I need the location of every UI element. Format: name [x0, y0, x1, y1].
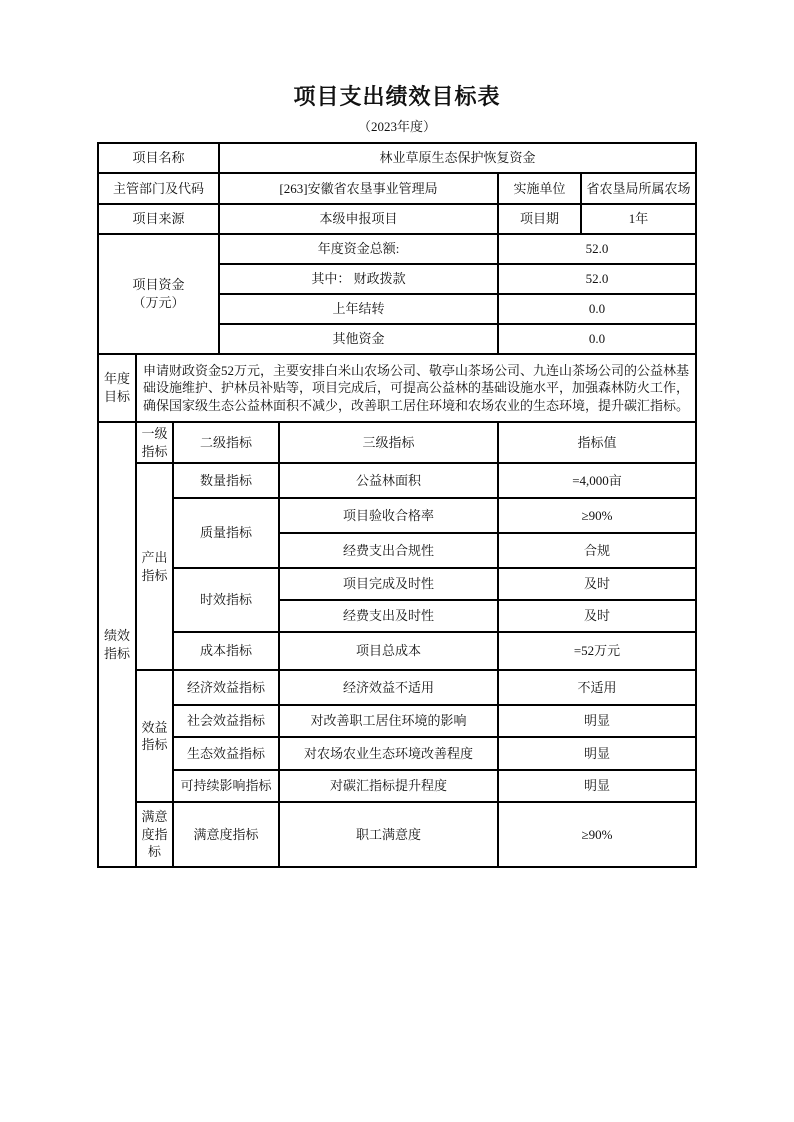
indicator-row	[98, 670, 696, 705]
level1-benefit: 效益指标	[136, 670, 173, 802]
level2-social: 社会效益指标	[173, 705, 279, 737]
indicator-row	[98, 463, 696, 498]
level2-quality: 质量指标	[173, 498, 279, 568]
implement-unit-value: 省农垦局所属农场	[581, 173, 696, 204]
row-indicator-header	[98, 422, 696, 463]
indicator-value: 明显	[498, 705, 696, 737]
level2-satisfaction: 满意度指标	[173, 802, 279, 867]
level3-cell: 对碳汇指标提升程度	[279, 770, 498, 802]
level2-timeliness: 时效指标	[173, 568, 279, 632]
header-level3: 三级指标	[279, 422, 498, 463]
indicator-value: 明显	[498, 770, 696, 802]
project-funds-label	[98, 234, 219, 354]
project-name-label: 项目名称	[98, 143, 219, 173]
header-level2: 二级指标	[173, 422, 279, 463]
indicator-value: 合规	[498, 533, 696, 568]
level2-ecological: 生态效益指标	[173, 737, 279, 770]
project-source-value: 本级申报项目	[219, 204, 498, 234]
level3-cell: 项目验收合格率	[279, 498, 498, 533]
header-level1: 一级指标	[136, 422, 173, 463]
indicator-row	[98, 498, 696, 533]
level2-sustainable: 可持续影响指标	[173, 770, 279, 802]
indicator-value: ≥90%	[498, 498, 696, 533]
row-funds-total	[98, 234, 696, 264]
funds-carryover-value: 0.0	[498, 294, 696, 324]
level3-cell: 项目总成本	[279, 632, 498, 670]
level3-cell: 对农场农业生态环境改善程度	[279, 737, 498, 770]
header-value: 指标值	[498, 422, 696, 463]
project-period-label: 项目期	[498, 204, 581, 234]
department-label: 主管部门及代码	[98, 173, 219, 204]
page-title: 项目支出绩效目标表	[293, 84, 501, 109]
funds-other-value: 0.0	[498, 324, 696, 354]
level3-cell: 经费支出及时性	[279, 600, 498, 632]
level1-satisfaction: 满意度指标	[136, 802, 173, 867]
level3-cell: 对改善职工居住环境的影响	[279, 705, 498, 737]
level3-cell: 项目完成及时性	[279, 568, 498, 600]
indicator-row	[98, 802, 696, 867]
level3-cell: 经费支出合规性	[279, 533, 498, 568]
level2-cost: 成本指标	[173, 632, 279, 670]
indicator-row	[98, 568, 696, 600]
indicator-value: 及时	[498, 568, 696, 600]
row-project-name	[98, 143, 696, 173]
row-project-source	[98, 204, 696, 234]
funds-total-label: 年度资金总额:	[219, 234, 498, 264]
level2-quantity: 数量指标	[173, 463, 279, 498]
performance-target-table	[97, 142, 697, 868]
row-annual-goal	[98, 354, 696, 422]
level3-cell: 职工满意度	[279, 802, 498, 867]
level2-economic: 经济效益指标	[173, 670, 279, 705]
indicator-value: ≥90%	[498, 802, 696, 867]
project-funds-label-line1: 项目资金	[132, 277, 185, 293]
indicator-value: 及时	[498, 600, 696, 632]
row-department	[98, 173, 696, 204]
project-name-value: 林业草原生态保护恢复资金	[219, 143, 696, 173]
level3-cell: 公益林面积	[279, 463, 498, 498]
indicator-value: =4,000亩	[498, 463, 696, 498]
indicator-row	[98, 705, 696, 737]
indicator-value: 不适用	[498, 670, 696, 705]
performance-side-label: 绩效指标	[98, 422, 136, 867]
annual-goal-text: 申请财政资金52万元，主要安排白米山农场公司、敬亭山茶场公司、九连山茶场公司的公益林基础设施维护、护林员补贴等，项目完成后，可提高公益林的基础设施水平，加强森林防火工作，确保国家级生态公益林面积不减少，改善职工居住环境和农场农业的生态环境，提升碳汇指标。	[136, 354, 696, 422]
indicator-row	[98, 770, 696, 802]
level1-output: 产出指标	[136, 463, 173, 670]
page-subtitle: （2023年度）	[357, 119, 436, 134]
funds-total-value: 52.0	[498, 234, 696, 264]
indicator-row	[98, 632, 696, 670]
indicator-value: 明显	[498, 737, 696, 770]
funds-fiscal-label: 其中： 财政拨款	[219, 264, 498, 294]
department-value: [263]安徽省农垦事业管理局	[219, 173, 498, 204]
indicator-row	[98, 737, 696, 770]
project-source-label: 项目来源	[98, 204, 219, 234]
funds-fiscal-value: 52.0	[498, 264, 696, 294]
funds-other-label: 其他资金	[219, 324, 498, 354]
indicator-value: =52万元	[498, 632, 696, 670]
level3-cell: 经济效益不适用	[279, 670, 498, 705]
funds-carryover-label: 上年结转	[219, 294, 498, 324]
project-period-value: 1年	[581, 204, 696, 234]
implement-unit-label: 实施单位	[498, 173, 581, 204]
project-funds-label-line2: （万元）	[132, 295, 185, 310]
annual-goal-label: 年度目标	[98, 354, 136, 422]
